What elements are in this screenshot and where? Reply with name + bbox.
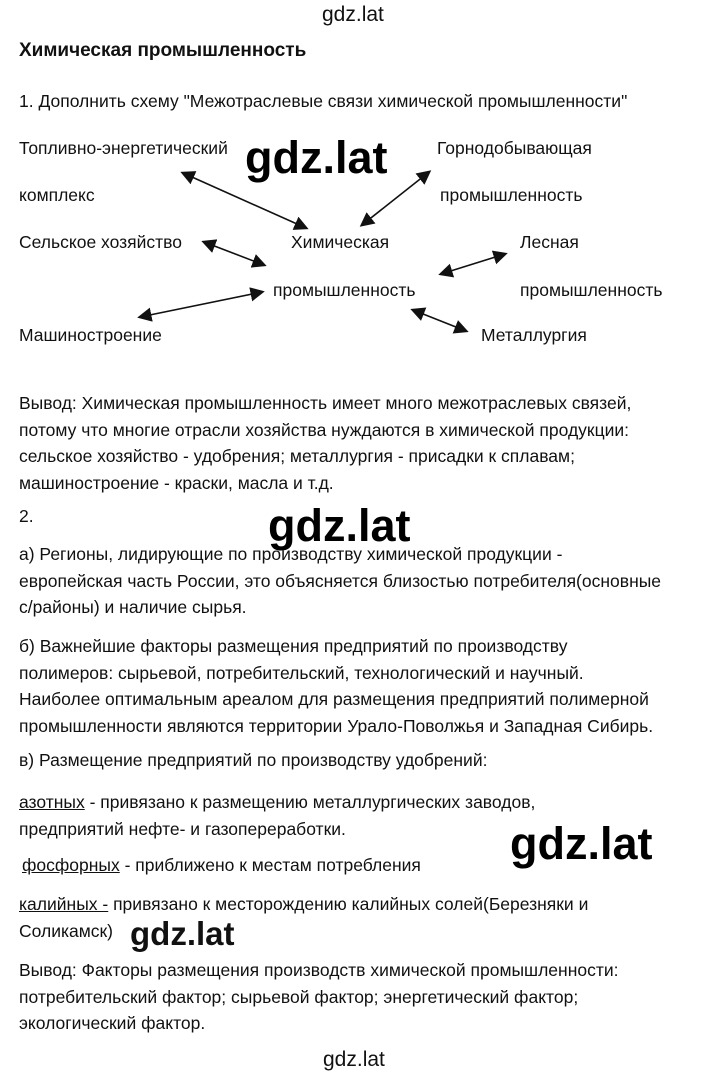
diagram-arrows <box>0 0 720 400</box>
arrow-agriculture-chemical <box>204 242 264 265</box>
watermark-diagram: gdz.lat <box>245 132 388 183</box>
part-b-line: полимеров: сырьевой, потребительский, технологический и научный. <box>19 662 584 683</box>
node-mining-line1: Горнодобывающая <box>437 138 592 158</box>
conclusion1-line: сельское хозяйство - удобрения; металлургия - присадки к сплавам; <box>19 446 575 466</box>
task2-number: 2. <box>19 506 34 526</box>
task1-conclusion <box>19 390 709 496</box>
conclusion2-line: потребительский фактор; сырьевой фактор; энергетический фактор; <box>19 986 579 1007</box>
nitrogen-text-line2: предприятий нефте- и газопереработки. <box>19 818 346 839</box>
conclusion2-line: экологический фактор. <box>19 1013 206 1033</box>
potassium-text: привязано к месторождению калийных солей(Березняки и <box>108 894 589 914</box>
phosphorus-text: - приближено к местам потребления <box>119 855 421 875</box>
node-metallurgy: Металлургия <box>481 325 587 345</box>
part-b-line: б) Важнейшие факторы размещения предприятий по производству <box>19 636 568 656</box>
part-a-line: с/районы) и наличие сырья. <box>19 597 247 617</box>
arrow-machinery-chemical <box>140 292 262 317</box>
watermark-lower-left: gdz.lat <box>130 915 235 952</box>
node-fuel-energy-line2: комплекс <box>19 185 95 205</box>
watermark-middle: gdz.lat <box>268 500 411 551</box>
part-b-line: промышленности являются территории Урало-Поволжья и Западная Сибирь. <box>19 715 654 736</box>
conclusion1-line: машиностроение - краски, масла и т.д. <box>19 472 334 493</box>
fertilizer-potassium <box>19 891 709 944</box>
node-machinery: Машиностроение <box>19 325 162 345</box>
watermark-bottom: gdz.lat <box>323 1048 385 1071</box>
arrow-forest-chemical <box>441 254 505 274</box>
nitrogen-text: - привязано к размещению металлургических заводов, <box>84 792 536 812</box>
conclusion1-line: потому что многие отрасли хозяйства нуждаются в химической продукции: <box>19 419 630 440</box>
task2-part-b <box>19 633 709 739</box>
part-a-line: а) Регионы, лидирующие по производству химической продукции - <box>19 544 563 564</box>
task1-heading: 1. Дополнить схему "Межотраслевые связи химической промышленности" <box>19 91 628 111</box>
node-mining-line2: промышленность <box>440 185 583 205</box>
task2-part-a <box>19 541 709 621</box>
node-chemical-line1: Химическая <box>291 232 390 252</box>
node-agriculture: Сельское хозяйство <box>19 232 183 252</box>
conclusion1-line: Вывод: Химическая промышленность имеет много межотраслевых связей, <box>19 393 632 413</box>
nitrogen-term: азотных <box>19 792 85 812</box>
conclusion2-line: Вывод: Факторы размещения производств химической промышленности: <box>19 960 619 980</box>
node-fuel-energy-line1: Топливно-энергетический <box>19 138 228 158</box>
node-chemical-line2: промышленность <box>273 280 416 300</box>
page-title: Химическая промышленность <box>19 40 307 61</box>
phosphorus-term: фосфорных <box>22 855 120 875</box>
part-a-line: европейская часть России, это объясняется близостью потребителя(основные <box>19 570 662 591</box>
arrow-metallurgy-chemical <box>413 310 466 331</box>
watermark-lower-right: gdz.lat <box>510 818 653 869</box>
potassium-term: калийных - <box>19 894 109 914</box>
watermark-top: gdz.lat <box>322 3 384 26</box>
node-forest-line2: промышленность <box>520 280 663 300</box>
node-forest-line1: Лесная <box>520 232 579 252</box>
task2-part-c-heading: в) Размещение предприятий по производству удобрений: <box>19 750 488 770</box>
potassium-text-line2: Соликамск) <box>19 920 114 941</box>
task2-conclusion <box>19 957 709 1037</box>
part-b-line: Наиболее оптимальным ареалом для размещения предприятий полимерной <box>19 689 649 709</box>
